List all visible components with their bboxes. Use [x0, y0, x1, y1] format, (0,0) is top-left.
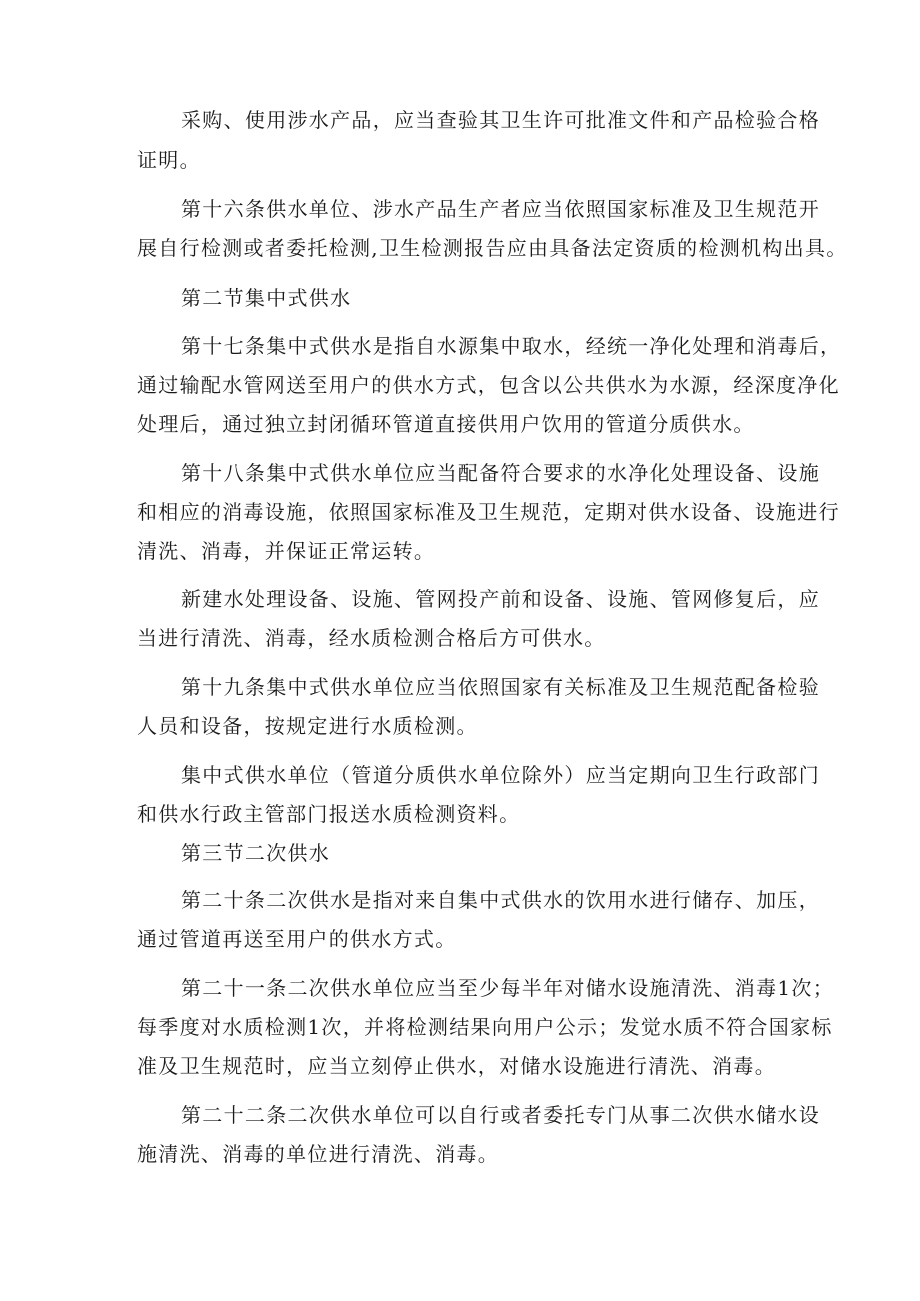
text-line: 通过输配水管网送至用户的供水方式，包含以公共供水为水源，经深度净化	[137, 373, 840, 397]
section-heading: 第二节集中式供水	[181, 286, 352, 310]
text-line: 通过管道再送至用户的供水方式。	[137, 927, 457, 951]
text-line: 集中式供水单位（管道分质供水单位除外）应当定期向卫生行政部门	[181, 763, 820, 787]
text-line: 新建水处理设备、设施、管网投产前和设备、设施、管网修复后，应	[181, 587, 820, 611]
text-line: 第二十一条二次供水单位应当至少每半年对储水设施清洗、消毒1次；	[181, 976, 835, 1000]
text-line: 和相应的消毒设施，依照国家标准及卫生规范，定期对供水设备、设施进行	[137, 500, 840, 524]
text-line: 第二十二条二次供水单位可以自行或者委托专门从事二次供水储水设	[181, 1103, 820, 1127]
text-line: 第十八条集中式供水单位应当配备符合要求的水净化处理设备、设施	[181, 461, 820, 485]
text-line: 人员和设备，按规定进行水质检测。	[137, 714, 478, 738]
text-line: 展自行检测或者委托检测,卫生检测报告应由具备法定资质的检测机构出具。	[137, 236, 848, 260]
text-line: 当进行清洗、消毒，经水质检测合格后方可供水。	[137, 626, 606, 650]
text-line: 处理后，通过独立封闭循环管道直接供用户饮用的管道分质供水。	[137, 412, 755, 436]
section-heading: 第三节二次供水	[181, 841, 331, 865]
text-line: 第十六条供水单位、涉水产品生产者应当依照国家标准及卫生规范开	[181, 197, 820, 221]
text-line: 第二十条二次供水是指对来自集中式供水的饮用水进行储存、加压，	[181, 888, 820, 912]
text-line: 施清洗、消毒的单位进行清洗、消毒。	[137, 1142, 500, 1166]
text-line: 第十九条集中式供水单位应当依照国家有关标准及卫生规范配备检验	[181, 675, 820, 699]
text-line: 第十七条集中式供水是指自水源集中取水，经统一净化处理和消毒后，	[181, 334, 842, 358]
text-line: 和供水行政主管部门报送水质检测资料。	[137, 802, 521, 826]
text-line: 清洗、消毒，并保证正常运转。	[137, 539, 436, 563]
text-line: 每季度对水质检测1次，并将检测结果向用户公示；发觉水质不符合国家标	[137, 1015, 833, 1039]
text-line: 准及卫生规范时，应当立刻停止供水，对储水设施进行清洗、消毒。	[137, 1054, 776, 1078]
text-line: 证明。	[137, 148, 201, 172]
text-line: 采购、使用涉水产品，应当查验其卫生许可批准文件和产品检验合格	[181, 108, 820, 132]
